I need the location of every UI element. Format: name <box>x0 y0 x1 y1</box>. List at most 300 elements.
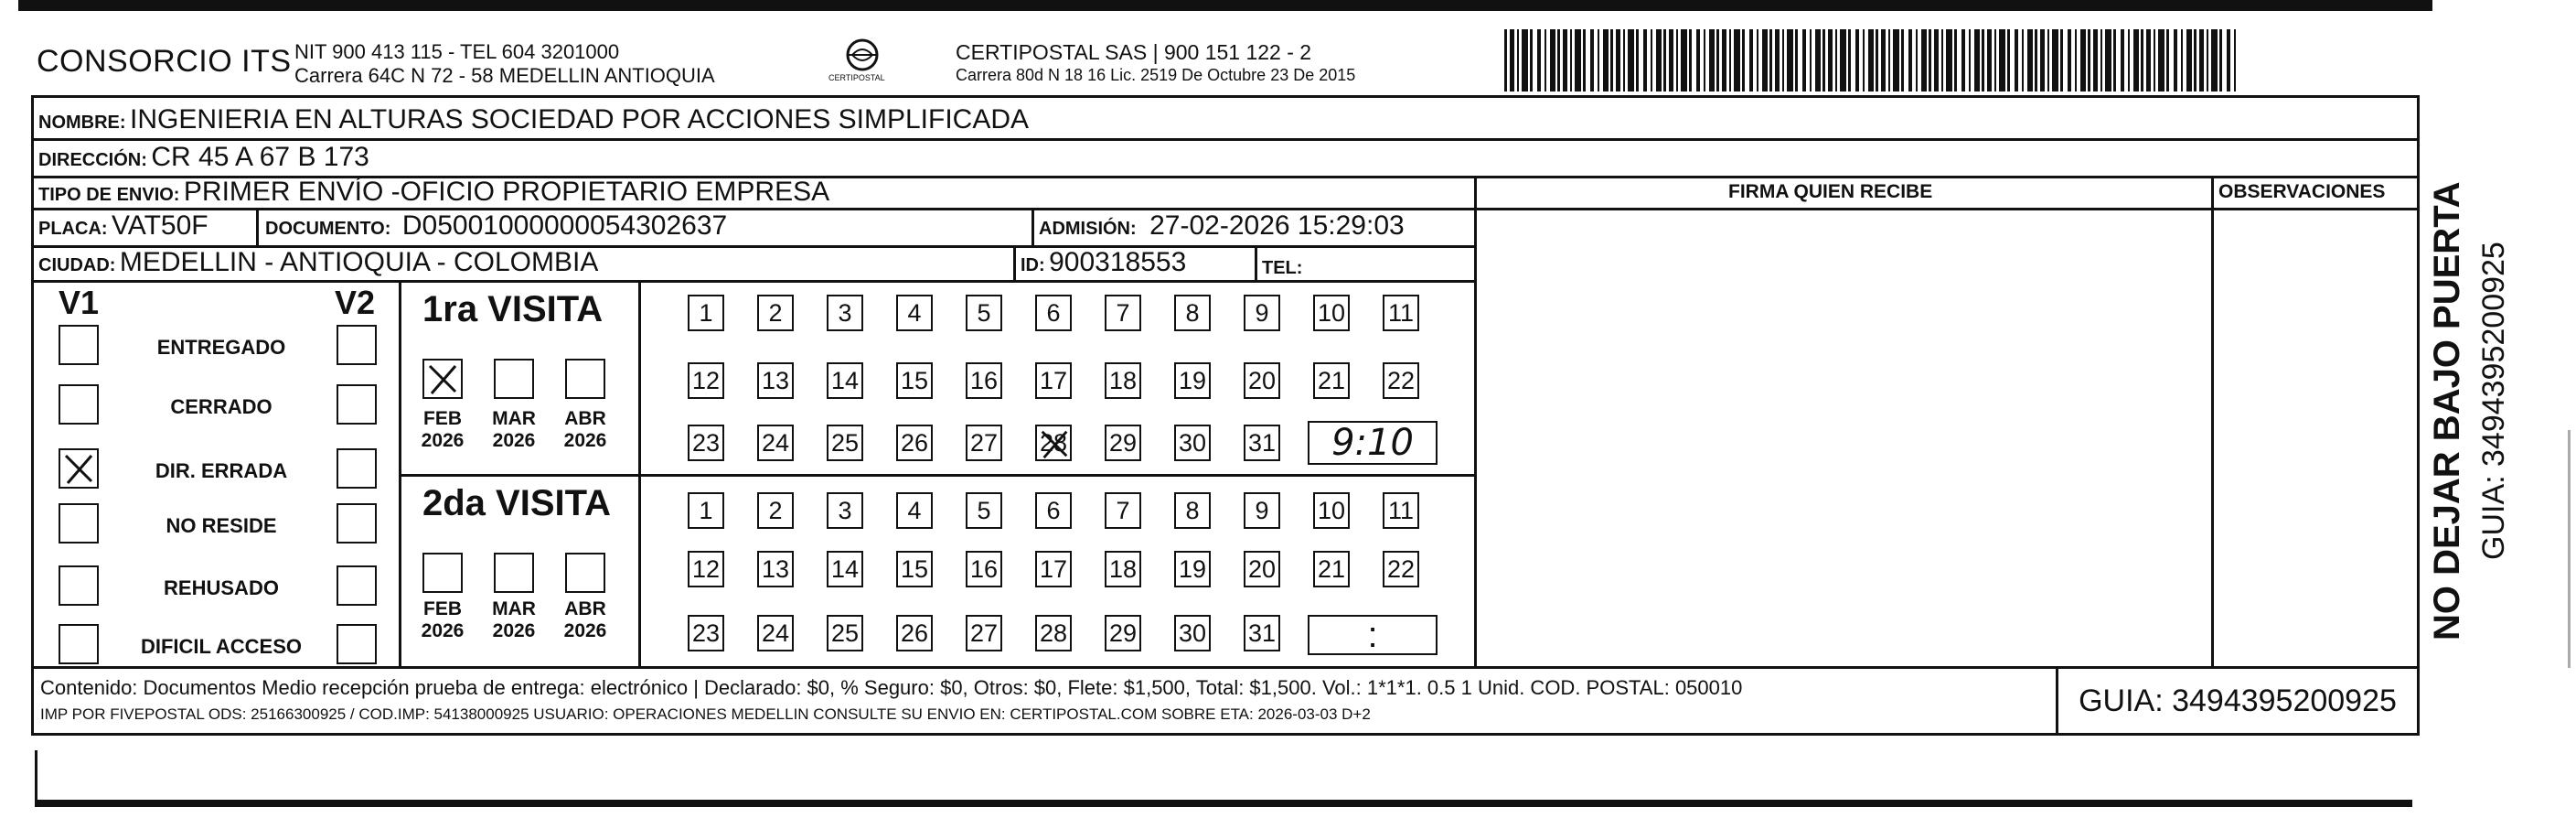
day-box[interactable] <box>1244 362 1280 399</box>
barcode-bar <box>1999 29 2005 91</box>
barcode-bar <box>1583 29 1586 91</box>
day-box[interactable] <box>1105 425 1141 461</box>
v2-checkbox[interactable] <box>337 448 377 489</box>
row-divider <box>31 280 1474 283</box>
month-year <box>488 598 540 642</box>
v1-checkbox[interactable] <box>59 325 99 365</box>
day-number: 11 <box>1387 298 1415 327</box>
barcode-bar <box>1974 29 1980 91</box>
day-box[interactable] <box>1313 551 1350 587</box>
day-number: 29 <box>1108 619 1138 647</box>
barcode-bar <box>1921 29 1927 91</box>
right-edge <box>2568 430 2571 668</box>
day-box[interactable] <box>827 551 863 587</box>
year-label: 2026 <box>421 620 465 641</box>
barcode-bar <box>2088 29 2090 91</box>
day-box[interactable] <box>688 295 724 331</box>
day-number: 9 <box>1255 496 1269 524</box>
v1-checkbox[interactable] <box>59 448 99 489</box>
v2-checkbox[interactable] <box>337 503 377 544</box>
day-box[interactable] <box>896 551 933 587</box>
barcode-bar <box>1815 29 1821 91</box>
day-number: 9 <box>1255 298 1269 327</box>
nit-tel: NIT 900 413 115 - TEL 604 3201000 <box>294 40 620 63</box>
day-box[interactable] <box>827 425 863 461</box>
day-box[interactable] <box>966 425 1002 461</box>
barcode-bar <box>2075 29 2077 91</box>
direccion-value: CR 45 A 67 B 173 <box>151 142 369 172</box>
barcode-bar <box>1769 29 1772 91</box>
guia-number: GUIA: 3494395200925 <box>2079 683 2397 718</box>
barcode-bar <box>1893 29 1899 91</box>
day-box[interactable] <box>1383 295 1419 331</box>
barcode-bar <box>2060 29 2063 91</box>
month-label: MAR <box>492 598 536 619</box>
day-number: 16 <box>969 366 999 394</box>
barcode-bar <box>1636 29 1639 91</box>
v1-checkbox[interactable] <box>59 624 99 664</box>
visit2-time-box[interactable] <box>1308 615 1438 655</box>
day-box[interactable] <box>757 615 794 651</box>
day-box[interactable] <box>896 425 933 461</box>
barcode-bar <box>1603 29 1609 91</box>
day-number: 30 <box>1178 428 1207 457</box>
barcode-bar <box>1722 29 1726 91</box>
barcode-bar <box>1888 29 1890 91</box>
day-number: 10 <box>1317 496 1346 524</box>
day-box[interactable] <box>1105 295 1141 331</box>
day-box[interactable] <box>1383 551 1419 587</box>
day-box[interactable] <box>688 425 724 461</box>
day-box[interactable] <box>1383 362 1419 399</box>
v1-header: V1 <box>59 284 100 321</box>
day-number: 2 <box>768 298 783 327</box>
barcode-bar <box>2080 29 2086 91</box>
day-box[interactable] <box>1313 362 1350 399</box>
admision-row <box>1039 210 1405 242</box>
barcode-bar <box>1934 29 1939 91</box>
placa-label: PLACA: <box>38 219 108 239</box>
day-number: 22 <box>1386 366 1416 394</box>
day-number: 11 <box>1387 496 1415 524</box>
barcode-bar <box>1610 29 1613 91</box>
direccion-label: DIRECCIÓN: <box>38 150 147 170</box>
barcode-bar <box>2207 29 2208 91</box>
barcode-bar <box>1810 29 1812 91</box>
footer-contents: Contenido: Documentos Medio recepción prueba de entrega: electrónico | Declarado: $0, % Seguro: $0, Otros: $0, Flete: $1,500, Total: $1,500. Vol.: 1*1*1. 0.5 1 Unid. COD. POSTAL: 050010 <box>40 676 1743 699</box>
barcode-bar <box>1828 29 1833 91</box>
barcode-bar <box>2154 29 2155 91</box>
day-number: 1 <box>699 298 713 327</box>
day-number: 15 <box>900 366 929 394</box>
v2-checkbox[interactable] <box>337 384 377 425</box>
nombre-row <box>38 104 1029 135</box>
barcode-bar <box>1504 29 1507 91</box>
barcode-bar <box>1848 29 1851 91</box>
documento-row <box>265 210 727 242</box>
col-divider <box>399 280 401 666</box>
x-mark-icon <box>1037 426 1072 461</box>
tel-row <box>1262 250 1302 281</box>
day-box[interactable] <box>1174 362 1211 399</box>
year-label: 2026 <box>563 620 607 641</box>
month-label: FEB <box>423 598 462 619</box>
day-box[interactable] <box>827 615 863 651</box>
col-divider <box>638 280 641 666</box>
day-box[interactable] <box>1244 551 1280 587</box>
nombre-value: INGENIERIA EN ALTURAS SOCIEDAD POR ACCIONES SIMPLIFICADA <box>130 104 1029 135</box>
documento-value: D05001000000054302637 <box>401 210 728 241</box>
day-number: 12 <box>691 554 721 583</box>
v1-checkbox[interactable] <box>59 503 99 544</box>
day-box[interactable] <box>1035 492 1072 529</box>
bottom-border <box>35 800 2412 807</box>
barcode-bar <box>2141 29 2143 91</box>
month-checkbox[interactable] <box>565 359 605 399</box>
barcode-bar <box>2194 29 2197 91</box>
barcode-bar <box>2022 29 2024 91</box>
status-option-label: DIFICIL ACCESO <box>140 635 302 658</box>
day-number: 7 <box>1116 496 1130 524</box>
day-box[interactable] <box>1105 615 1141 651</box>
day-number: 15 <box>900 554 929 583</box>
day-number: 26 <box>900 428 929 457</box>
barcode-bar <box>1681 29 1687 91</box>
v2-checkbox[interactable] <box>337 624 377 664</box>
day-number: 1 <box>699 496 713 524</box>
day-box[interactable] <box>757 295 794 331</box>
day-box[interactable] <box>966 615 1002 651</box>
nombre-label: NOMBRE: <box>38 113 126 133</box>
left-tick <box>35 750 37 805</box>
day-box[interactable] <box>1313 295 1350 331</box>
visit1-title: 1ra VISITA <box>422 289 604 329</box>
barcode-bar <box>1961 29 1965 91</box>
day-number: 13 <box>761 554 790 583</box>
footer-print-info: IMP POR FIVEPOSTAL ODS: 25166300925 / COD.IMP: 54138000925 USUARIO: OPERACIONES MEDELLIN CONSULTE SU ENVIO EN: CERTIPOSTAL.COM SOBRE ETA: 2026-03-03 D+2 <box>40 705 1371 723</box>
day-box[interactable] <box>966 295 1002 331</box>
col-divider <box>1255 245 1257 280</box>
day-box[interactable] <box>896 492 933 529</box>
barcode-bar <box>1656 29 1662 91</box>
day-number: 20 <box>1247 366 1277 394</box>
year-label: 2026 <box>563 430 607 451</box>
barcode-bar <box>1749 29 1753 91</box>
barcode-bar <box>2199 29 2204 91</box>
month-checkbox[interactable] <box>494 553 534 593</box>
barcode-bar <box>1835 29 1837 91</box>
day-box[interactable] <box>757 425 794 461</box>
no-dejar-warning: NO DEJAR BAJO PUERTA <box>2427 181 2467 640</box>
barcode-bar <box>1762 29 1768 91</box>
day-box[interactable] <box>1035 295 1072 331</box>
day-number: 5 <box>977 298 991 327</box>
day-box[interactable] <box>896 295 933 331</box>
barcode-bar <box>2174 29 2177 91</box>
day-number: 14 <box>830 554 860 583</box>
month-year <box>560 598 611 642</box>
month-label: MAR <box>492 408 536 429</box>
day-number: 6 <box>1046 298 1061 327</box>
barcode-bar <box>2105 29 2111 91</box>
barcode-bar <box>2166 29 2169 91</box>
barcode-bar <box>1545 29 1546 91</box>
day-box[interactable] <box>827 492 863 529</box>
documento-label: DOCUMENTO: <box>265 219 391 239</box>
day-box[interactable] <box>688 362 724 399</box>
barcode-bar <box>1876 29 1878 91</box>
barcode-bar <box>1929 29 1931 91</box>
day-number: 6 <box>1046 496 1061 524</box>
day-number: 28 <box>1039 619 1068 647</box>
day-number: 23 <box>691 619 721 647</box>
barcode-bar <box>2133 29 2139 91</box>
barcode-bar <box>2047 29 2049 91</box>
barcode-icon <box>1504 29 2240 91</box>
day-box[interactable] <box>1035 615 1072 651</box>
day-box[interactable] <box>757 551 794 587</box>
side-guia: GUIA: 3494395200925 <box>2476 242 2511 560</box>
barcode-bar <box>1517 29 1519 91</box>
day-number: 13 <box>761 366 790 394</box>
day-box[interactable] <box>757 492 794 529</box>
day-number: 25 <box>830 619 860 647</box>
visit1-time: 9:10 <box>1331 422 1414 464</box>
barcode-bar <box>1598 29 1599 91</box>
visit1-time-box[interactable] <box>1308 421 1438 465</box>
barcode-bar <box>1863 29 1865 91</box>
barcode-bar <box>1916 29 1918 91</box>
brand-name: CONSORCIO ITS <box>37 44 292 79</box>
admision-value: 27-02-2026 15:29:03 <box>1149 210 1405 241</box>
day-number: 19 <box>1178 366 1207 394</box>
day-box[interactable] <box>1035 362 1072 399</box>
barcode-bar <box>1855 29 1859 91</box>
logo-text: CERTIPOSTAL <box>828 73 885 82</box>
day-number: 29 <box>1108 428 1138 457</box>
barcode-bar <box>1570 29 1572 91</box>
barcode-bar <box>1616 29 1620 91</box>
month-checkbox[interactable] <box>565 553 605 593</box>
day-number: 14 <box>830 366 860 394</box>
barcode-bar <box>1689 29 1692 91</box>
barcode-bar <box>1775 29 1780 91</box>
barcode-bar <box>1742 29 1745 91</box>
day-box[interactable] <box>757 362 794 399</box>
day-box[interactable] <box>966 492 1002 529</box>
barcode-bar <box>1575 29 1581 91</box>
day-box[interactable] <box>1244 425 1280 461</box>
day-box[interactable] <box>1174 295 1211 331</box>
month-year <box>488 408 540 452</box>
v1-checkbox[interactable] <box>59 565 99 606</box>
month-label: ABR <box>564 598 606 619</box>
day-number: 27 <box>969 619 999 647</box>
day-box[interactable] <box>827 295 863 331</box>
day-box[interactable] <box>1105 492 1141 529</box>
barcode-bar <box>1704 29 1705 91</box>
barcode-bar <box>1537 29 1541 91</box>
day-box[interactable] <box>966 362 1002 399</box>
admision-label: ADMISIÓN: <box>1039 219 1137 239</box>
barcode-bar <box>2035 29 2037 91</box>
barcode-bar <box>2234 29 2236 91</box>
day-box[interactable] <box>1174 615 1211 651</box>
day-number: 26 <box>900 619 929 647</box>
barcode-bar <box>2211 29 2218 91</box>
barcode-bar <box>1941 29 1943 91</box>
day-number: 17 <box>1039 554 1068 583</box>
barcode-bar <box>1802 29 1806 91</box>
barcode-bar <box>1510 29 1514 91</box>
observaciones-header: OBSERVACIONES <box>2218 181 2386 202</box>
day-number: 12 <box>691 366 721 394</box>
barcode-bar <box>1628 29 1634 91</box>
day-number: 16 <box>969 554 999 583</box>
day-box[interactable] <box>1174 551 1211 587</box>
barcode-bar <box>1987 29 1992 91</box>
status-option-label: DIR. ERRADA <box>155 459 288 482</box>
day-box[interactable] <box>1105 551 1141 587</box>
top-border <box>18 0 2432 11</box>
day-box[interactable] <box>1174 425 1211 461</box>
barcode-bar <box>1522 29 1528 91</box>
barcode-bar <box>1590 29 1594 91</box>
barcode-bar <box>2146 29 2151 91</box>
month-checkbox[interactable] <box>494 359 534 399</box>
status-option-label: ENTREGADO <box>156 336 286 359</box>
barcode-bar <box>2227 29 2230 91</box>
barcode-bar <box>1881 29 1886 91</box>
day-number: 4 <box>907 496 922 524</box>
day-box[interactable] <box>1383 492 1419 529</box>
barcode-bar <box>1530 29 1533 91</box>
day-number: 20 <box>1247 554 1277 583</box>
barcode-bar <box>1969 29 1971 91</box>
day-number: 21 <box>1317 554 1346 583</box>
day-number: 22 <box>1386 554 1416 583</box>
day-number: 23 <box>691 428 721 457</box>
day-number: 5 <box>977 496 991 524</box>
barcode-bar <box>2027 29 2033 91</box>
barcode-bar <box>2186 29 2192 91</box>
tipo-value: PRIMER ENVÍO -OFICIO PROPIETARIO EMPRESA <box>183 177 830 207</box>
month-year <box>417 598 468 642</box>
day-number: 18 <box>1108 366 1138 394</box>
day-box[interactable] <box>1035 425 1072 461</box>
day-number: 25 <box>830 428 860 457</box>
barcode-bar <box>2052 29 2058 91</box>
tipo-row <box>38 177 829 208</box>
placa-row <box>38 210 208 242</box>
barcode-bar <box>1729 29 1731 91</box>
ciudad-label: CIUDAD: <box>38 255 116 275</box>
day-box[interactable] <box>1174 492 1211 529</box>
row-divider <box>31 138 2420 141</box>
month-year <box>560 408 611 452</box>
barcode-bar <box>1795 29 1798 91</box>
row-divider <box>1474 208 2420 210</box>
day-box[interactable] <box>896 615 933 651</box>
day-box[interactable] <box>1244 615 1280 651</box>
day-box[interactable] <box>1244 492 1280 529</box>
day-number: 2 <box>768 496 783 524</box>
barcode-bar <box>1782 29 1784 91</box>
day-number: 19 <box>1178 554 1207 583</box>
day-number: 24 <box>761 619 790 647</box>
day-box[interactable] <box>1313 492 1350 529</box>
month-checkbox[interactable] <box>422 553 463 593</box>
id-value: 900318553 <box>1049 247 1187 277</box>
direccion-row <box>38 142 369 173</box>
barcode-bar <box>1734 29 1740 91</box>
v2-checkbox[interactable] <box>337 565 377 606</box>
month-checkbox[interactable] <box>422 359 463 399</box>
day-box[interactable] <box>1244 295 1280 331</box>
day-number: 21 <box>1317 366 1346 394</box>
tipo-label: TIPO DE ENVIO: <box>38 185 180 205</box>
barcode-bar <box>1669 29 1673 91</box>
day-box[interactable] <box>688 551 724 587</box>
barcode-bar <box>1946 29 1952 91</box>
day-number: 8 <box>1185 496 1200 524</box>
barcode-bar <box>1868 29 1874 91</box>
barcode-bar <box>1643 29 1647 91</box>
barcode-bar <box>1623 29 1625 91</box>
day-number: 18 <box>1108 554 1138 583</box>
tel-label: TEL: <box>1262 258 1303 278</box>
barcode-bar <box>1696 29 1700 91</box>
certipostal-name: CERTIPOSTAL SAS | 900 151 122 - 2 <box>956 40 1312 64</box>
barcode-bar <box>2219 29 2222 91</box>
visit2-title: 2da VISITA <box>422 483 611 523</box>
barcode-bar <box>1651 29 1652 91</box>
day-box[interactable] <box>688 492 724 529</box>
barcode-bar <box>1676 29 1678 91</box>
month-year <box>417 408 468 452</box>
month-label: FEB <box>423 408 462 429</box>
year-label: 2026 <box>492 620 536 641</box>
barcode-bar <box>1908 29 1912 91</box>
barcode-bar <box>1709 29 1715 91</box>
barcode-bar <box>1840 29 1846 91</box>
barcode-bar <box>1982 29 1984 91</box>
day-box[interactable] <box>827 362 863 399</box>
barcode-bar <box>1550 29 1555 91</box>
day-box[interactable] <box>1105 362 1141 399</box>
day-box[interactable] <box>966 551 1002 587</box>
barcode-bar <box>2093 29 2098 91</box>
day-box[interactable] <box>1035 551 1072 587</box>
year-label: 2026 <box>492 430 536 451</box>
id-row <box>1021 247 1186 278</box>
visit2-time: : <box>1367 614 1378 655</box>
certipostal-address: Carrera 80d N 18 16 Lic. 2519 De Octubre 23 De 2015 <box>956 66 1356 84</box>
barcode-bar <box>1822 29 1825 91</box>
barcode-bar <box>1787 29 1793 91</box>
barcode-bar <box>2040 29 2045 91</box>
v2-checkbox[interactable] <box>337 325 377 365</box>
barcode-bar <box>2100 29 2102 91</box>
barcode-bar <box>1663 29 1666 91</box>
day-box[interactable] <box>688 615 724 651</box>
status-option-label: REHUSADO <box>164 576 279 599</box>
day-number: 10 <box>1317 298 1346 327</box>
v1-checkbox[interactable] <box>59 384 99 425</box>
barcode-bar <box>2015 29 2018 91</box>
day-box[interactable] <box>896 362 933 399</box>
day-number: 30 <box>1178 619 1207 647</box>
